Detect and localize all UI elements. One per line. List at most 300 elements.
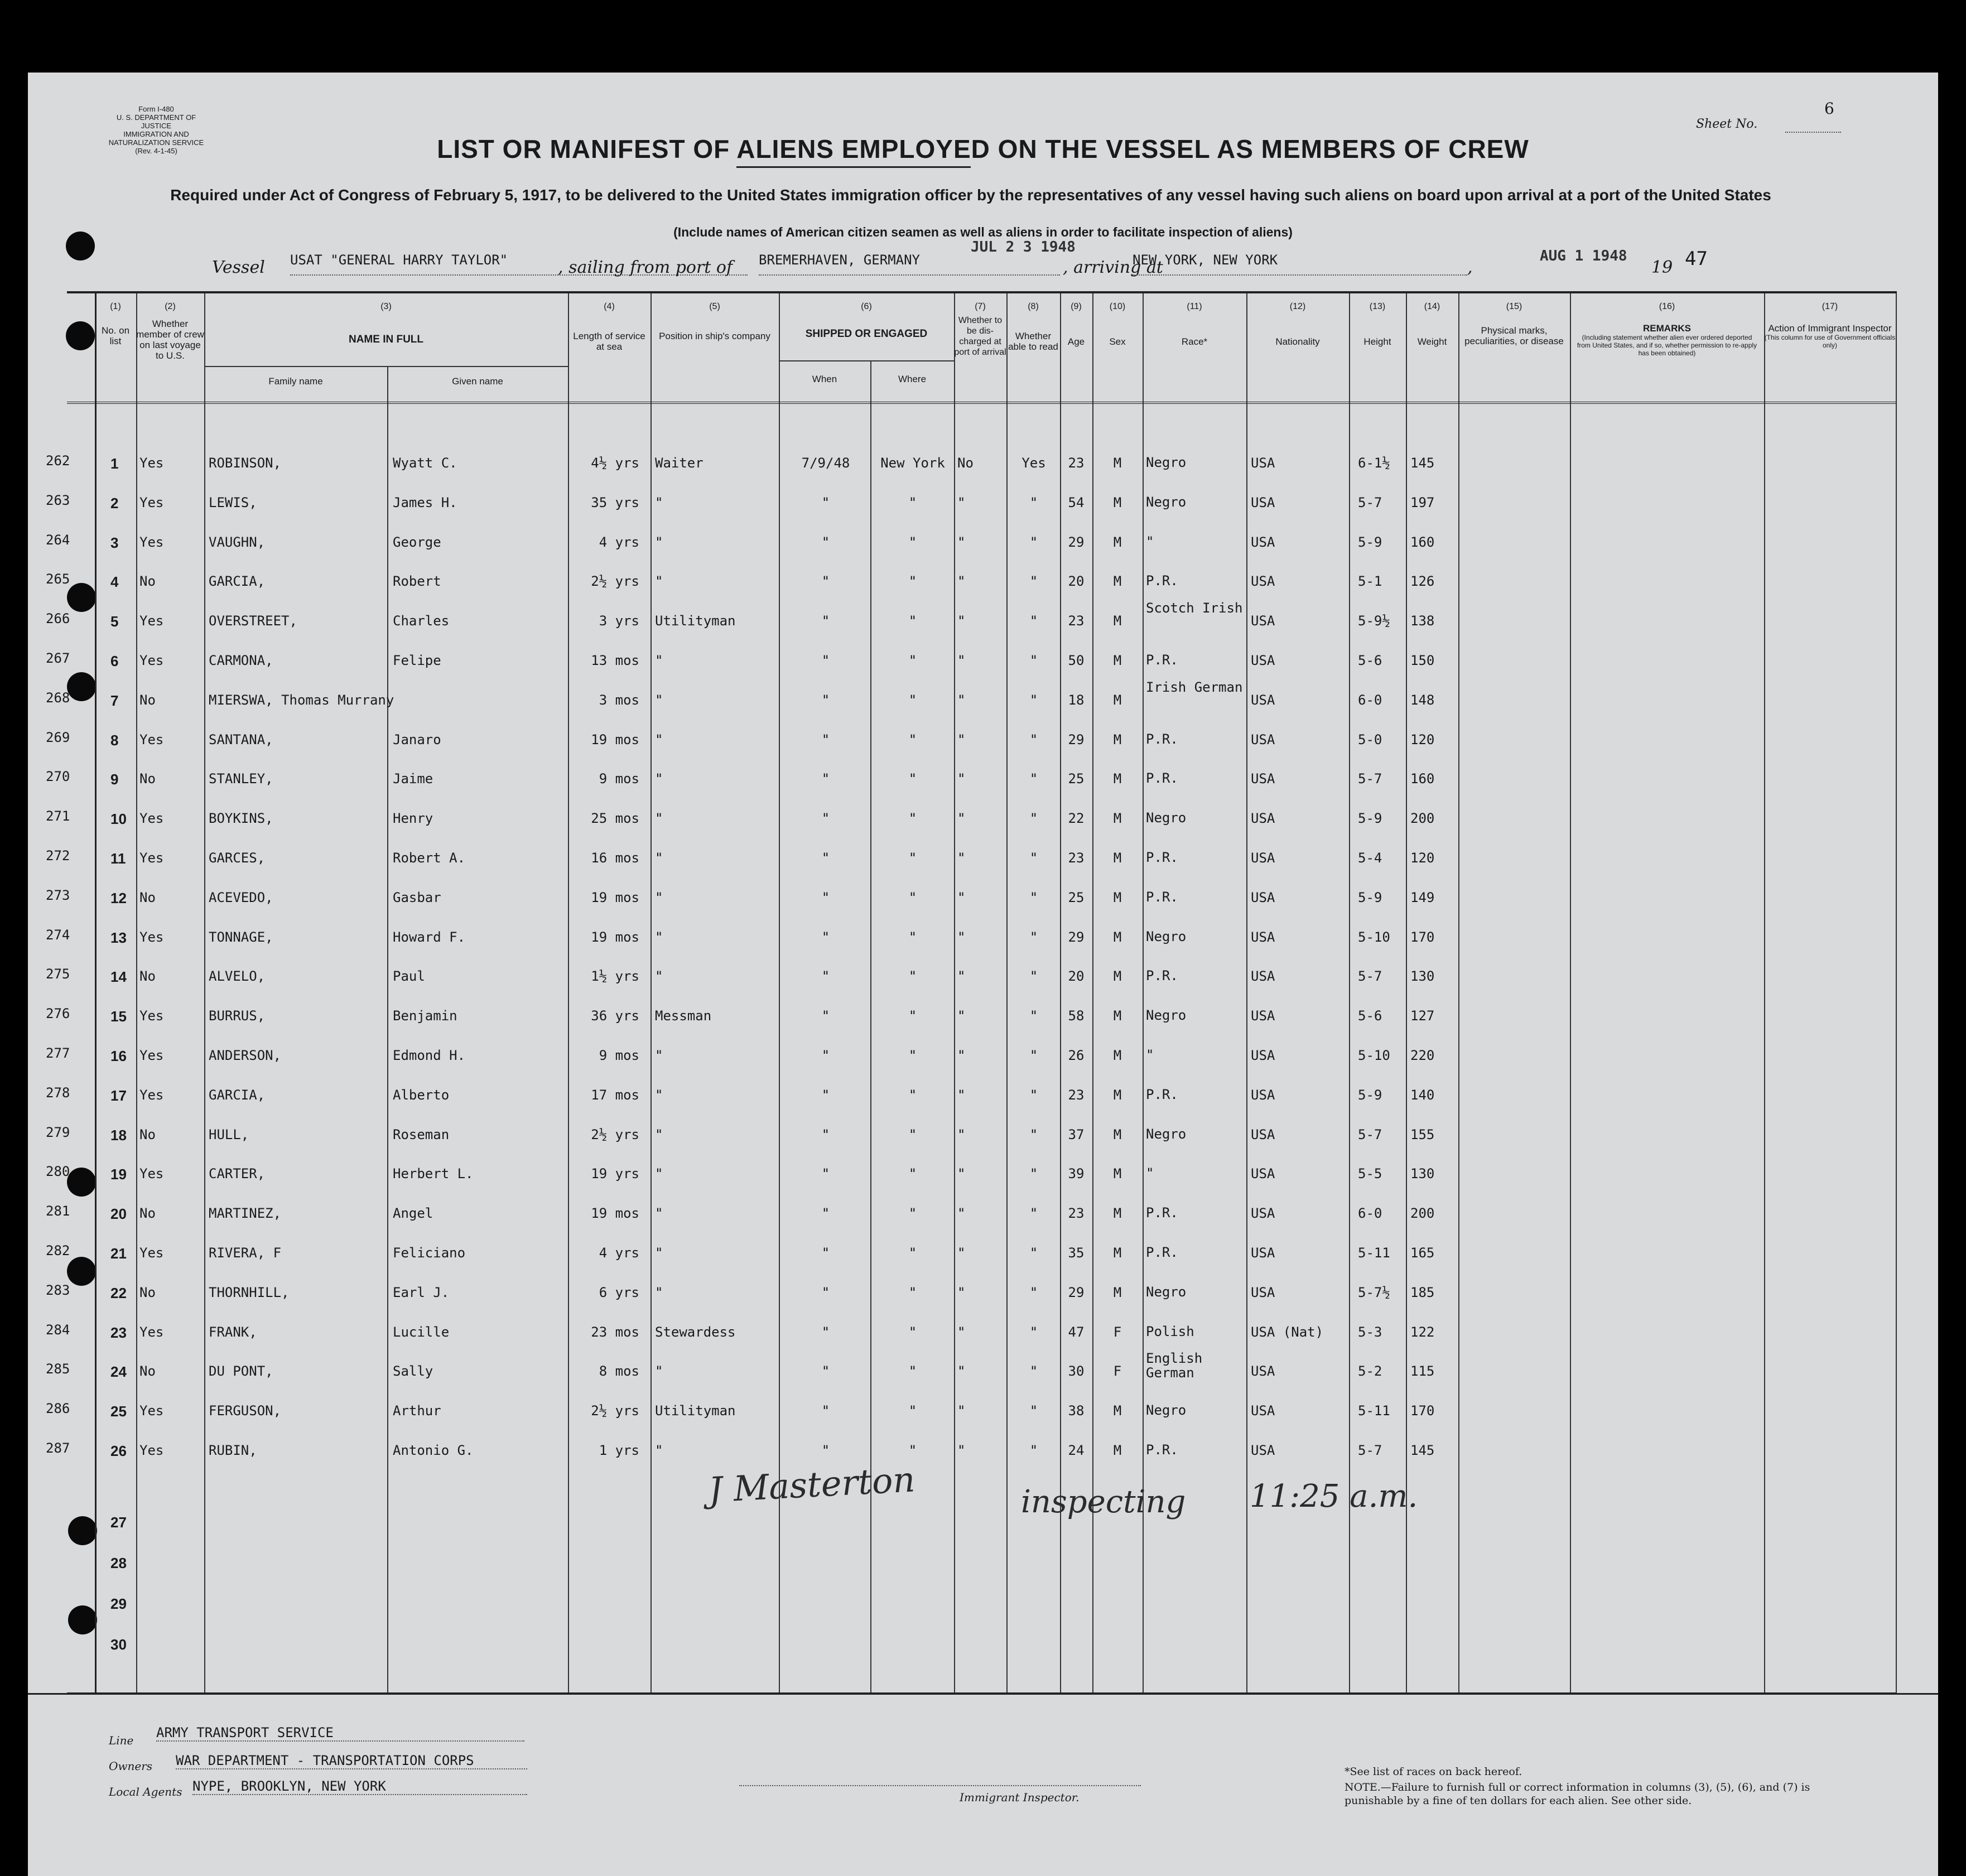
read-cell: " xyxy=(1029,1363,1038,1380)
sex-cell: M xyxy=(1113,1443,1122,1458)
discharged-cell: " xyxy=(957,1008,966,1024)
race-cell: P.R. xyxy=(1146,889,1178,905)
position-cell: " xyxy=(655,1245,663,1261)
height-cell: 5-1 xyxy=(1358,573,1382,590)
col-header-sex: (10) Sex xyxy=(1109,302,1126,347)
family-name-cell: ROBINSON, xyxy=(209,455,282,471)
race-cell: Negro xyxy=(1146,494,1187,510)
prev-voyage-cell: Yes xyxy=(139,1008,164,1024)
col-header-physical-marks: (15) Physical marks, peculiarities, or disease xyxy=(1464,302,1564,346)
ledger-reference-number: 267 xyxy=(46,650,70,666)
col-header-prev-voyage: (2) Whether member of crew on last voyage to U.S. xyxy=(136,302,204,361)
inspector-signature: J Masterton xyxy=(707,1459,916,1511)
sex-cell: M xyxy=(1113,771,1122,787)
col-header-position: (5) Position in ship's company xyxy=(659,302,770,341)
family-name-cell: VAUGHN, xyxy=(209,534,266,550)
table-row xyxy=(67,573,1897,616)
where-cell: " xyxy=(908,1048,917,1063)
given-name-cell: Lucille xyxy=(393,1324,450,1340)
where-cell: " xyxy=(908,573,917,590)
nationality-cell: USA xyxy=(1251,968,1275,985)
arrival-date-stamp: AUG 1 1948 xyxy=(1540,248,1627,264)
ledger-reference-number: 270 xyxy=(46,769,70,785)
race-cell: P.R. xyxy=(1146,1086,1178,1102)
family-name-cell: CARTER, xyxy=(209,1166,266,1182)
when-cell: " xyxy=(821,1166,830,1182)
inspector-signature-line xyxy=(739,1785,1141,1786)
given-name-cell: Jaime xyxy=(393,771,433,787)
sex-cell: M xyxy=(1113,1284,1122,1300)
family-name-cell: GARCIA, xyxy=(209,573,266,590)
age-cell: 38 xyxy=(1068,1403,1085,1419)
height-cell: 5-7½ xyxy=(1358,1284,1390,1300)
discharged-cell: " xyxy=(957,1048,966,1063)
position-cell: " xyxy=(655,1048,663,1063)
given-name-cell: Sally xyxy=(393,1363,433,1380)
table-row xyxy=(67,929,1897,969)
discharged-cell: " xyxy=(957,1126,966,1142)
weight-cell: 197 xyxy=(1410,494,1435,510)
race-cell: Scotch Irish xyxy=(1146,600,1243,616)
given-name-cell: Robert A. xyxy=(393,850,466,866)
prev-voyage-cell: No xyxy=(139,1126,156,1142)
discharged-cell: " xyxy=(957,1284,966,1300)
table-row xyxy=(67,732,1897,771)
family-name-cell: DU PONT, xyxy=(209,1363,273,1380)
where-cell: " xyxy=(908,1324,917,1340)
given-name-cell: Herbert L. xyxy=(393,1166,474,1182)
sex-cell: M xyxy=(1113,494,1122,510)
prev-voyage-cell: Yes xyxy=(139,1324,164,1340)
col-header-when: When xyxy=(812,374,837,384)
position-cell: " xyxy=(655,968,663,985)
given-name-cell: Charles xyxy=(393,613,450,629)
family-name-cell: RUBIN, xyxy=(209,1443,257,1458)
service-cell: 2½ yrs xyxy=(591,1403,639,1419)
discharged-cell: " xyxy=(957,1087,966,1103)
race-cell: " xyxy=(1146,533,1154,549)
when-cell: " xyxy=(821,1284,830,1300)
weight-cell: 220 xyxy=(1410,1048,1435,1063)
when-cell: " xyxy=(821,771,830,787)
height-cell: 5-11 xyxy=(1358,1245,1390,1261)
ledger-reference-number: 280 xyxy=(46,1164,70,1180)
position-cell: " xyxy=(655,850,663,866)
discharged-cell: " xyxy=(957,534,966,550)
sex-cell: M xyxy=(1113,1245,1122,1261)
family-name-cell: STANLEY, xyxy=(209,771,273,787)
family-name-cell: THORNHILL, xyxy=(209,1284,290,1300)
position-cell: " xyxy=(655,1087,663,1103)
row-number: 1 xyxy=(110,455,119,472)
row-number: 26 xyxy=(110,1443,127,1459)
nationality-cell: USA xyxy=(1251,889,1275,905)
prev-voyage-cell: No xyxy=(139,1205,156,1222)
agents-label: Local Agents xyxy=(109,1785,182,1798)
given-name-cell: Antonio G. xyxy=(393,1443,474,1458)
where-cell: " xyxy=(908,850,917,866)
col-header-weight: (14) Weight xyxy=(1417,302,1447,347)
sex-cell: F xyxy=(1113,1363,1122,1380)
when-cell: " xyxy=(821,731,830,747)
height-cell: 5-9½ xyxy=(1358,613,1390,629)
nationality-cell: USA xyxy=(1251,1363,1275,1380)
age-cell: 20 xyxy=(1068,573,1085,590)
nationality-cell: USA xyxy=(1251,455,1275,471)
when-cell: " xyxy=(821,1008,830,1024)
sex-cell: M xyxy=(1113,692,1122,708)
age-cell: 35 xyxy=(1068,1245,1085,1261)
vessel-name: USAT "GENERAL HARRY TAYLOR" xyxy=(290,252,748,276)
sex-cell: M xyxy=(1113,929,1122,945)
family-name-cell: SANTANA, xyxy=(209,731,273,747)
discharged-cell: " xyxy=(957,1324,966,1340)
ledger-reference-number: 285 xyxy=(46,1361,70,1377)
nationality-cell: USA xyxy=(1251,1205,1275,1222)
service-cell: 6 yrs xyxy=(599,1284,639,1300)
position-cell: Waiter xyxy=(655,455,703,471)
read-cell: " xyxy=(1029,968,1038,985)
service-cell: 25 mos xyxy=(591,811,639,827)
sex-cell: M xyxy=(1113,811,1122,827)
where-cell: " xyxy=(908,889,917,905)
height-cell: 6-1½ xyxy=(1358,455,1390,471)
race-cell: P.R. xyxy=(1146,1245,1178,1260)
given-name-cell: Paul xyxy=(393,968,425,985)
when-cell: " xyxy=(821,1205,830,1222)
height-cell: 5-9 xyxy=(1358,811,1382,827)
weight-cell: 155 xyxy=(1410,1126,1435,1142)
discharged-cell: No xyxy=(957,455,974,471)
age-cell: 25 xyxy=(1068,889,1085,905)
sex-cell: M xyxy=(1113,613,1122,629)
ledger-reference-number: 279 xyxy=(46,1124,70,1140)
nationality-cell: USA xyxy=(1251,1166,1275,1182)
when-cell: " xyxy=(821,968,830,985)
position-cell: " xyxy=(655,1166,663,1182)
discharged-cell: " xyxy=(957,1205,966,1222)
age-cell: 29 xyxy=(1068,534,1085,550)
vessel-line: Vessel USAT "GENERAL HARRY TAYLOR" , sailing from port of BREMERHAVEN, GERMANY JUL 2 3 1948 , arriving at NEW YORK, NEW YORK , AUG 1 1948 19 47 xyxy=(212,239,1708,277)
when-cell: " xyxy=(821,1245,830,1261)
table-row xyxy=(67,600,1897,653)
row-number: 19 xyxy=(110,1166,127,1183)
sex-cell: M xyxy=(1113,1048,1122,1063)
given-name-cell: Felipe xyxy=(393,653,441,668)
nationality-cell: USA xyxy=(1251,653,1275,668)
row-number: 8 xyxy=(110,731,119,749)
signature-note: inspecting xyxy=(1021,1484,1186,1520)
discharged-cell: " xyxy=(957,613,966,629)
where-cell: " xyxy=(908,692,917,708)
weight-cell: 126 xyxy=(1410,573,1435,590)
title-underline xyxy=(736,166,971,168)
where-cell: " xyxy=(908,731,917,747)
discharged-cell: " xyxy=(957,1403,966,1419)
penalty-note: NOTE.—Failure to furnish full or correct information in columns (3), (5), (6), and (7) is punishable by a fine of ten dollars for each alien. See other side. xyxy=(1345,1781,1810,1807)
sex-cell: M xyxy=(1113,455,1122,471)
nationality-cell: USA xyxy=(1251,494,1275,510)
weight-cell: 130 xyxy=(1410,1166,1435,1182)
prev-voyage-cell: Yes xyxy=(139,534,164,550)
table-row xyxy=(67,495,1897,534)
when-cell: 7/9/48 xyxy=(801,455,850,471)
nationality-cell: USA xyxy=(1251,534,1275,550)
row-number: 13 xyxy=(110,929,127,946)
where-cell: " xyxy=(908,811,917,827)
read-cell: " xyxy=(1029,1245,1038,1261)
prev-voyage-cell: No xyxy=(139,1363,156,1380)
age-cell: 30 xyxy=(1068,1363,1085,1380)
age-cell: 23 xyxy=(1068,850,1085,866)
where-cell: " xyxy=(908,1166,917,1182)
service-cell: 1½ yrs xyxy=(591,968,639,985)
nationality-cell: USA xyxy=(1251,731,1275,747)
race-cell: Negro xyxy=(1146,928,1187,944)
col-header-given-name: Given name xyxy=(452,376,503,387)
height-cell: 6-0 xyxy=(1358,692,1382,708)
position-cell: Utilityman xyxy=(655,613,736,629)
service-cell: 3 yrs xyxy=(599,613,639,629)
read-cell: " xyxy=(1029,653,1038,668)
discharged-cell: " xyxy=(957,968,966,985)
nationality-cell: USA xyxy=(1251,1048,1275,1063)
read-cell: " xyxy=(1029,1126,1038,1142)
read-cell: " xyxy=(1029,534,1038,550)
sex-cell: M xyxy=(1113,1126,1122,1142)
read-cell: " xyxy=(1029,929,1038,945)
page-subtitle: Required under Act of Congress of February 5, 1917, to be delivered to the United States immigration officer by the representatives of any vessel having such aliens on board upon arrival at a port of the United States xyxy=(170,186,1771,204)
age-cell: 23 xyxy=(1068,1205,1085,1222)
position-cell: " xyxy=(655,771,663,787)
year-label: 19 xyxy=(1651,258,1673,277)
given-name-cell: Benjamin xyxy=(393,1008,457,1024)
when-cell: " xyxy=(821,653,830,668)
position-cell: " xyxy=(655,889,663,905)
ledger-reference-number: 262 xyxy=(46,453,70,469)
prev-voyage-cell: Yes xyxy=(139,494,164,510)
position-cell: " xyxy=(655,494,663,510)
nationality-cell: USA xyxy=(1251,1008,1275,1024)
nationality-cell: USA xyxy=(1251,1284,1275,1300)
given-name-cell: Angel xyxy=(393,1205,433,1222)
service-name: IMMIGRATION AND NATURALIZATION SERVICE xyxy=(108,130,204,147)
sex-cell: M xyxy=(1113,1205,1122,1222)
age-cell: 54 xyxy=(1068,494,1085,510)
sex-cell: M xyxy=(1113,1087,1122,1103)
given-name-cell: George xyxy=(393,534,441,550)
ledger-reference-number: 264 xyxy=(46,532,70,548)
discharged-cell: " xyxy=(957,692,966,708)
race-cell: Negro xyxy=(1146,1126,1187,1142)
table-row xyxy=(67,1087,1897,1127)
weight-cell: 148 xyxy=(1410,692,1435,708)
nationality-cell: USA xyxy=(1251,692,1275,708)
family-name-cell: ANDERSON, xyxy=(209,1048,282,1063)
col-header-family-name: Family name xyxy=(268,376,323,387)
when-cell: " xyxy=(821,1363,830,1380)
race-cell: Negro xyxy=(1146,455,1187,470)
height-cell: 5-11 xyxy=(1358,1403,1390,1419)
ledger-reference-number: 275 xyxy=(46,966,70,982)
service-cell: 9 mos xyxy=(599,771,639,787)
age-cell: 22 xyxy=(1068,811,1085,827)
discharged-cell: " xyxy=(957,1363,966,1380)
prev-voyage-cell: No xyxy=(139,968,156,985)
given-name-cell: Wyatt C. xyxy=(393,455,457,471)
height-cell: 5-3 xyxy=(1358,1324,1382,1340)
prev-voyage-cell: Yes xyxy=(139,929,164,945)
read-cell: " xyxy=(1029,850,1038,866)
service-cell: 35 yrs xyxy=(591,494,639,510)
discharged-cell: " xyxy=(957,1245,966,1261)
position-cell: " xyxy=(655,929,663,945)
service-cell: 4½ yrs xyxy=(591,455,639,471)
col-header-age: (9) Age xyxy=(1067,302,1085,347)
table-row xyxy=(67,1048,1897,1087)
family-name-cell: BOYKINS, xyxy=(209,811,273,827)
ledger-reference-number: 283 xyxy=(46,1282,70,1298)
table-row xyxy=(67,455,1897,495)
service-cell: 13 mos xyxy=(591,653,639,668)
given-name-cell: Earl J. xyxy=(393,1284,450,1300)
service-cell: 23 mos xyxy=(591,1324,639,1340)
age-cell: 29 xyxy=(1068,929,1085,945)
height-cell: 5-10 xyxy=(1358,1048,1390,1063)
ledger-reference-number: 269 xyxy=(46,729,70,745)
discharged-cell: " xyxy=(957,494,966,510)
prev-voyage-cell: Yes xyxy=(139,653,164,668)
nationality-cell: USA xyxy=(1251,1443,1275,1458)
height-cell: 5-9 xyxy=(1358,534,1382,550)
prev-voyage-cell: No xyxy=(139,1284,156,1300)
ledger-reference-number: 287 xyxy=(46,1440,70,1456)
row-number: 7 xyxy=(110,692,119,709)
given-name-cell: Robert xyxy=(393,573,441,590)
owners-value: WAR DEPARTMENT - TRANSPORTATION CORPS xyxy=(176,1753,527,1769)
when-cell: " xyxy=(821,1443,830,1458)
table-row xyxy=(67,1285,1897,1324)
service-cell: 2½ yrs xyxy=(591,573,639,590)
race-cell: P.R. xyxy=(1146,850,1178,865)
read-cell: " xyxy=(1029,771,1038,787)
race-cell: Irish German xyxy=(1146,679,1243,695)
weight-cell: 200 xyxy=(1410,811,1435,827)
nationality-cell: USA xyxy=(1251,613,1275,629)
nationality-cell: USA (Nat) xyxy=(1251,1324,1324,1340)
weight-cell: 140 xyxy=(1410,1087,1435,1103)
table-row xyxy=(67,968,1897,1008)
when-cell: " xyxy=(821,929,830,945)
when-cell: " xyxy=(821,534,830,550)
table-row xyxy=(67,811,1897,850)
height-cell: 5-2 xyxy=(1358,1363,1382,1380)
col-header-discharged: (7) Whether to be dis-charged at port of arrival xyxy=(954,302,1006,357)
row-number: 6 xyxy=(110,653,119,669)
arriving-port: NEW YORK, NEW YORK xyxy=(1133,252,1467,276)
where-cell: " xyxy=(908,1087,917,1103)
family-name-cell: ACEVEDO, xyxy=(209,889,273,905)
prev-voyage-cell: No xyxy=(139,889,156,905)
discharged-cell: " xyxy=(957,850,966,866)
prev-voyage-cell: Yes xyxy=(139,850,164,866)
row-number: 25 xyxy=(110,1403,127,1420)
col-header-service: (4) Length of service at sea xyxy=(573,302,645,352)
weight-cell: 200 xyxy=(1410,1205,1435,1222)
sex-cell: M xyxy=(1113,1403,1122,1419)
service-cell: 19 mos xyxy=(591,929,639,945)
empty-row-number: 27 xyxy=(110,1514,127,1531)
sheet-label: Sheet No. xyxy=(1696,117,1758,131)
height-cell: 5-9 xyxy=(1358,889,1382,905)
empty-row-number: 28 xyxy=(110,1555,127,1571)
where-cell: " xyxy=(908,653,917,668)
discharged-cell: " xyxy=(957,889,966,905)
age-cell: 20 xyxy=(1068,968,1085,985)
prev-voyage-cell: Yes xyxy=(139,1443,164,1458)
family-name-cell: CARMONA, xyxy=(209,653,273,668)
given-name-cell: Edmond H. xyxy=(393,1048,466,1063)
given-name-cell: Henry xyxy=(393,811,433,827)
read-cell: " xyxy=(1029,613,1038,629)
given-name-cell: Roseman xyxy=(393,1126,450,1142)
row-number: 9 xyxy=(110,771,119,788)
table-row xyxy=(67,653,1897,692)
position-cell: Stewardess xyxy=(655,1324,736,1340)
read-cell: Yes xyxy=(1021,455,1046,471)
family-name-cell: MARTINEZ, xyxy=(209,1205,282,1222)
row-number: 2 xyxy=(110,494,119,512)
weight-cell: 145 xyxy=(1410,455,1435,471)
service-cell: 19 mos xyxy=(591,1205,639,1222)
sex-cell: F xyxy=(1113,1324,1122,1340)
sailing-port: BREMERHAVEN, GERMANY xyxy=(759,252,1060,276)
race-cell: " xyxy=(1146,1047,1154,1063)
page-title: LIST OR MANIFEST OF ALIENS EMPLOYED ON THE VESSEL AS MEMBERS OF CREW xyxy=(437,134,1529,163)
service-cell: 17 mos xyxy=(591,1087,639,1103)
age-cell: 58 xyxy=(1068,1008,1085,1024)
prev-voyage-cell: Yes xyxy=(139,1166,164,1182)
sheet-number-line xyxy=(1785,132,1841,133)
service-cell: 19 mos xyxy=(591,889,639,905)
row-number: 5 xyxy=(110,613,119,630)
read-cell: " xyxy=(1029,1205,1038,1222)
race-cell: P.R. xyxy=(1146,573,1178,589)
sex-cell: M xyxy=(1113,889,1122,905)
discharged-cell: " xyxy=(957,929,966,945)
where-cell: " xyxy=(908,1403,917,1419)
ledger-reference-number: 278 xyxy=(46,1084,70,1101)
col-header-where: Where xyxy=(898,374,927,384)
empty-row-number: 30 xyxy=(110,1636,127,1653)
row-number: 3 xyxy=(110,534,119,551)
height-cell: 5-9 xyxy=(1358,1087,1382,1103)
col-header-read: (8) Whether able to read xyxy=(1008,302,1058,352)
race-cell: Negro xyxy=(1146,1402,1187,1419)
age-cell: 47 xyxy=(1068,1324,1085,1340)
table-row xyxy=(67,1324,1897,1364)
weight-cell: 149 xyxy=(1410,889,1435,905)
row-number: 15 xyxy=(110,1008,127,1025)
col-header-remarks: (16) REMARKS (Including statement whether alien ever ordered deported from United States, and if so, whether permission to re-apply has been obtained) xyxy=(1577,302,1757,357)
weight-cell: 170 xyxy=(1410,1403,1435,1419)
table-row xyxy=(67,1403,1897,1443)
read-cell: " xyxy=(1029,1443,1038,1458)
read-cell: " xyxy=(1029,1008,1038,1024)
height-cell: 5-5 xyxy=(1358,1166,1382,1182)
sex-cell: M xyxy=(1113,968,1122,985)
service-cell: 19 mos xyxy=(591,731,639,747)
